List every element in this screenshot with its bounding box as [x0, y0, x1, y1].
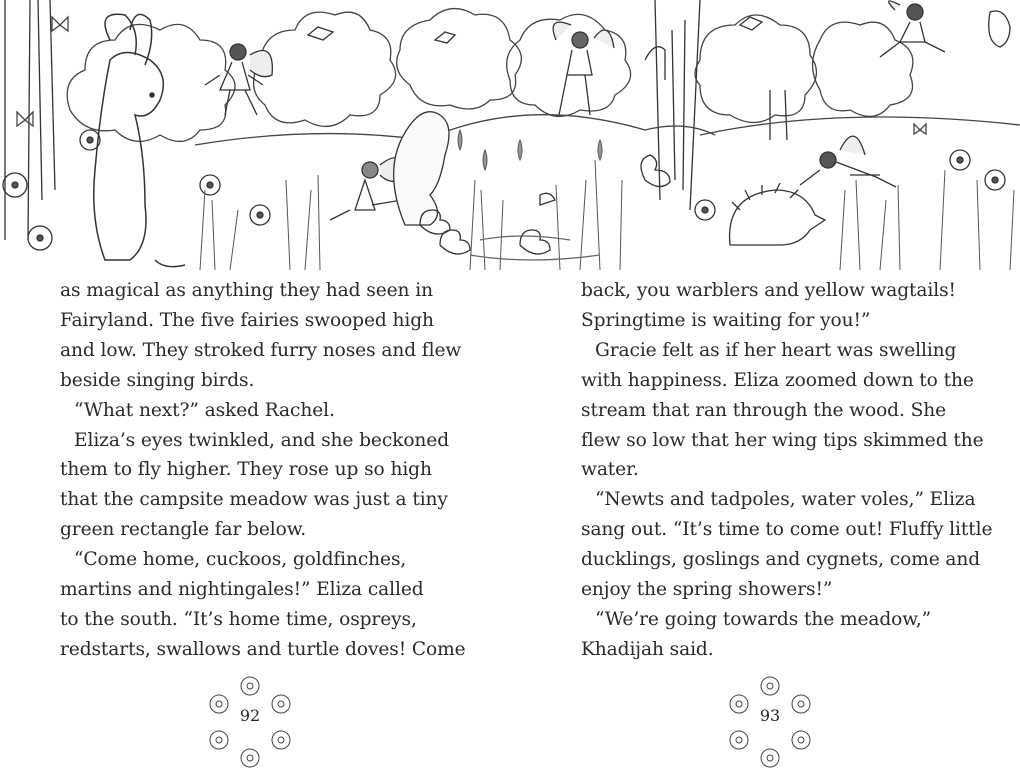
text-line: water.	[581, 459, 639, 481]
text-line: Khadijah said.	[581, 638, 714, 660]
tree-trunks	[5, 0, 787, 240]
text-line: that the campsite meadow was just a tiny	[60, 489, 448, 511]
meadow-hill	[195, 115, 1020, 145]
swan	[394, 112, 449, 225]
text-line: enjoy the spring showers!”	[581, 579, 833, 601]
text-line: Gracie felt as if her heart was swelling	[595, 339, 957, 361]
fairy-2	[553, 22, 614, 115]
text-line: “We’re going towards the meadow,”	[595, 608, 932, 630]
fairy-5	[880, 1, 945, 57]
text-line: beside singing birds.	[60, 369, 255, 391]
hedgehog	[730, 183, 825, 245]
text-line: martins and nightingales!” Eliza called	[60, 579, 424, 601]
text-line: to the south. “It’s home time, ospreys,	[60, 608, 417, 630]
fairies	[205, 1, 945, 220]
page-number-right	[720, 672, 820, 772]
fairy-4	[800, 136, 896, 187]
squirrel	[641, 47, 670, 187]
text-line: them to fly higher. They rose up so high	[60, 459, 432, 481]
fairy-1	[205, 44, 272, 115]
page-number-left	[200, 672, 300, 772]
butterflies	[17, 17, 926, 134]
grass-reeds	[200, 130, 1014, 270]
text-line: Fairyland. The five fairies swooped high	[60, 309, 434, 331]
text-line: redstarts, swallows and turtle doves! Come	[60, 638, 466, 660]
text-line: Springtime is waiting for you!”	[581, 309, 871, 331]
text-line: with happiness. Eliza zoomed down to the	[581, 369, 974, 391]
text-line: “Newts and tadpoles, water voles,” Eliza	[595, 489, 976, 511]
text-line: ducklings, goslings and cygnets, come and	[581, 549, 981, 571]
text-line: as magical as anything they had seen in	[60, 280, 433, 301]
text-line: flew so low that her wing tips skimmed the	[581, 429, 984, 451]
text-line: “What next?” asked Rachel.	[74, 399, 335, 421]
left-page-text	[60, 276, 466, 665]
text-line: green rectangle far below.	[60, 519, 307, 541]
text-line: Eliza’s eyes twinkled, and she beckoned	[74, 429, 449, 451]
woodland-illustration	[0, 0, 1020, 272]
text-line: “Come home, cuckoos, goldfinches,	[74, 549, 407, 571]
text-line: stream that ran through the wood. She	[581, 399, 947, 421]
ducklings	[420, 210, 550, 254]
text-line: back, you warblers and yellow wagtails!	[581, 280, 956, 301]
page-number: 92	[239, 706, 261, 725]
page-number: 93	[759, 706, 781, 725]
text-line: and low. They stroked furry noses and flew	[60, 339, 462, 361]
text-line: sang out. “It’s time to come out! Fluffy little	[581, 519, 993, 541]
right-page-text	[581, 276, 993, 665]
